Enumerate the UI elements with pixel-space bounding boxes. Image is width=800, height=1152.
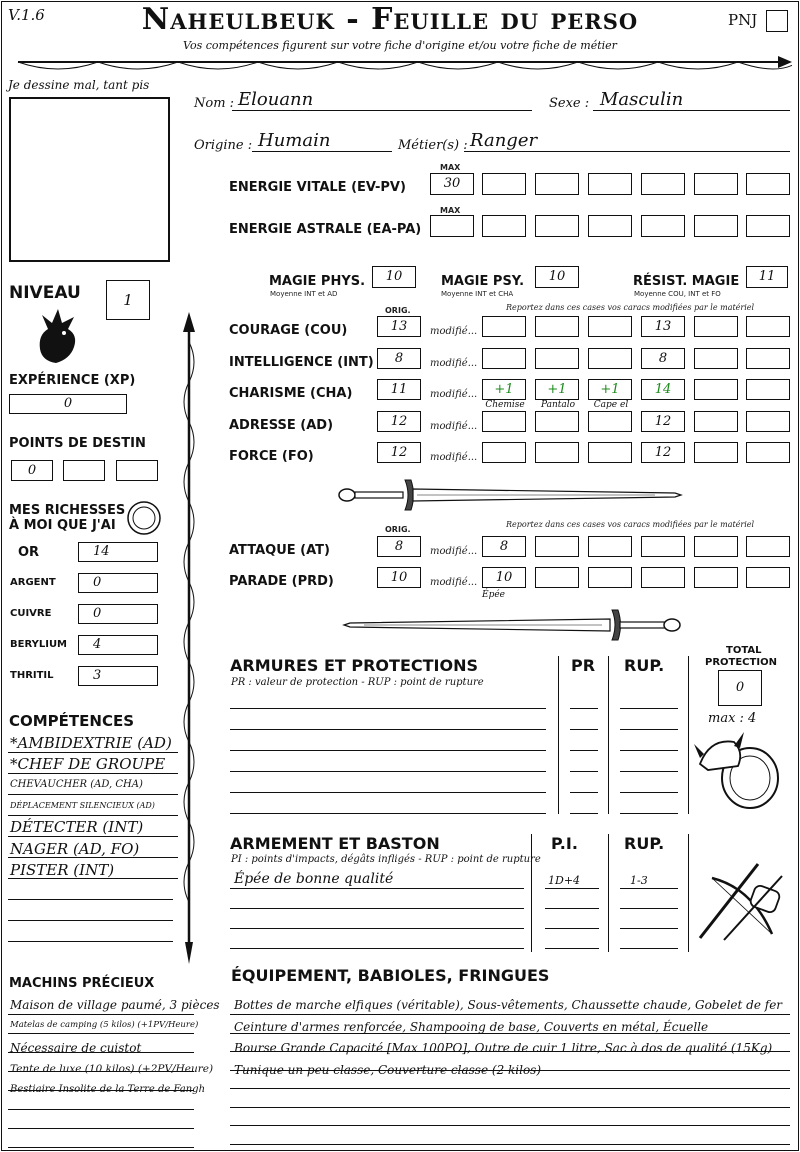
competences-label: COMPÉTENCES: [9, 712, 135, 730]
competence-line: [8, 941, 173, 942]
carac-mod-box[interactable]: [746, 348, 790, 369]
modifie-label: modifié...: [430, 389, 478, 400]
richesse-label: OR: [18, 545, 40, 560]
helmet-shield-icon: [694, 728, 784, 812]
destin-label: POINTS DE DESTIN: [9, 436, 146, 451]
sword-divider-icon-2: [340, 608, 685, 642]
modifie-label: modifié...: [430, 357, 478, 369]
armure-pr-line[interactable]: [570, 750, 598, 751]
combat-mod-box[interactable]: [588, 567, 632, 588]
magie-psy-sub: Moyenne INT et CHA: [441, 290, 514, 298]
combat-report-note: Reportez dans ces cases vos caracs modifiées par le matériel: [506, 520, 755, 529]
niveau-label: NIVEAU: [9, 283, 81, 303]
arme-rup-line[interactable]: [620, 888, 678, 889]
arme-name-line[interactable]: [230, 908, 524, 909]
portrait-label: Je dessine mal, tant pis: [8, 78, 150, 92]
arme-pi-line[interactable]: [545, 948, 599, 949]
combat-label: ATTAQUE (AT): [229, 543, 330, 558]
ea-track-box[interactable]: [588, 215, 632, 237]
carac-mod-box[interactable]: [588, 348, 632, 369]
equipement-line: [230, 1144, 790, 1145]
metier-label: Métier(s) :: [398, 138, 468, 153]
combat-mod-box[interactable]: [746, 536, 790, 557]
armement-rup-header: RUP.: [624, 834, 665, 853]
carac-mod-box[interactable]: 12: [641, 411, 685, 432]
carac-orig-value[interactable]: 12: [377, 411, 421, 432]
carac-mod-box[interactable]: [588, 442, 632, 463]
ea-track-box[interactable]: [746, 215, 790, 237]
armures-pr-header: PR: [571, 656, 596, 675]
header-spear-ornament: [8, 52, 792, 78]
carac-mod-box[interactable]: [746, 442, 790, 463]
arme-rup-line[interactable]: [620, 908, 678, 909]
origine-value[interactable]: Humain: [258, 130, 331, 151]
ea-track-box[interactable]: [694, 215, 738, 237]
machin-item[interactable]: Nécessaire de cuistot: [10, 1041, 142, 1055]
sexe-underline: [593, 110, 790, 111]
competence-line: [8, 752, 178, 753]
carac-mod-box[interactable]: [694, 348, 738, 369]
arme-name-line[interactable]: [230, 948, 524, 949]
richesses-label-2: À MOI QUE J'AI: [9, 518, 116, 533]
equipement-item[interactable]: Bourse Grande Capacité [Max 100PO], Outre de cuir 1 litre, Sac à dos de qualité (15Kg): [234, 1041, 773, 1055]
arme-name[interactable]: Épée de bonne qualité: [234, 871, 394, 887]
sexe-value[interactable]: Masculin: [600, 89, 684, 110]
caracs-orig-label: ORIG.: [385, 306, 411, 315]
magie-psy-value[interactable]: 10: [535, 266, 579, 288]
carac-mod-box[interactable]: [588, 316, 632, 337]
carac-mod-box[interactable]: +1: [535, 379, 579, 400]
total-protection-label-2: PROTECTION: [705, 657, 777, 668]
competence-item[interactable]: *CHEF DE GROUPE: [10, 755, 166, 773]
richesse-value[interactable]: 14: [78, 542, 158, 562]
destin-box-2[interactable]: [63, 460, 105, 481]
competence-item[interactable]: DÉPLACEMENT SILENCIEUX (AD): [10, 801, 155, 810]
ev-track-box[interactable]: [482, 173, 526, 195]
machin-item[interactable]: Bestiaire Insolite de la Terre de Fangh: [10, 1084, 206, 1095]
sheet-subtitle: Vos compétences figurent sur votre fiche d'origine et/ou votre fiche de métier: [183, 39, 617, 52]
equipement-item[interactable]: Tunique un peu classe, Couverture classe (2 kilos): [234, 1062, 542, 1077]
competence-item[interactable]: DÉTECTER (INT): [10, 818, 144, 836]
carac-label: INTELLIGENCE (INT): [229, 354, 374, 370]
equipement-line: [230, 1088, 790, 1089]
equipement-line: [230, 1125, 790, 1126]
armement-col-divider-3: [688, 834, 689, 952]
ev-track-box[interactable]: [535, 173, 579, 195]
magie-phys-sub: Moyenne INT et AD: [270, 290, 338, 298]
combat-orig-value[interactable]: 8: [377, 536, 421, 557]
competence-line: [8, 815, 178, 816]
carac-mod-box[interactable]: [482, 316, 526, 337]
armure-pr-line[interactable]: [570, 708, 598, 709]
carac-label: FORCE (FO): [229, 449, 314, 464]
arme-name-line[interactable]: [230, 928, 524, 929]
arme-rup-line[interactable]: [620, 928, 678, 929]
machin-line: [8, 1090, 194, 1091]
coin-icon: [126, 500, 162, 536]
competence-line: [8, 836, 178, 837]
combat-label: PARADE (PRD): [229, 574, 334, 589]
carac-mod-box[interactable]: [535, 316, 579, 337]
competence-line: [8, 899, 173, 900]
arme-rup-line[interactable]: [620, 948, 678, 949]
machin-line: [8, 1014, 194, 1015]
carac-mod-box[interactable]: [535, 411, 579, 432]
carac-mod-box[interactable]: +1: [588, 379, 632, 400]
richesse-label: ARGENT: [10, 577, 56, 588]
carac-mod-box[interactable]: 12: [641, 442, 685, 463]
modifie-label: modifié...: [430, 546, 478, 557]
armement-pi-header: P.I.: [551, 834, 578, 853]
equipement-item[interactable]: Bottes de marche elfiques (véritable), Sous-vêtements, Chaussette chaude, Gobelet de fer: [234, 998, 783, 1012]
sexe-label: Sexe :: [549, 96, 590, 111]
armures-rup-header: RUP.: [624, 656, 665, 675]
carac-mod-box[interactable]: [535, 442, 579, 463]
modifie-label: modifié...: [430, 420, 478, 432]
armure-name-line[interactable]: [230, 813, 546, 814]
equipement-label: ÉQUIPEMENT, BABIOLES, FRINGUES: [231, 966, 550, 985]
equipement-line: [230, 1033, 790, 1034]
arme-pi-line[interactable]: [545, 908, 599, 909]
armures-col-divider-2: [608, 656, 609, 814]
arme-pi-line[interactable]: [545, 888, 599, 889]
sheet-title: Naheulbeuk - Feuille du perso: [141, 2, 639, 37]
ev-track-box[interactable]: [588, 173, 632, 195]
machin-line: [8, 1147, 194, 1148]
carac-orig-value[interactable]: 11: [377, 379, 421, 400]
arme-pi[interactable]: 1D+4: [548, 874, 581, 887]
armure-name-line[interactable]: [230, 771, 546, 772]
armure-rup-line[interactable]: [620, 708, 678, 709]
carac-orig-value[interactable]: 8: [377, 348, 421, 369]
carac-orig-value[interactable]: 12: [377, 442, 421, 463]
armure-pr-line[interactable]: [570, 729, 598, 730]
carac-mod-note: Chemise: [485, 400, 525, 410]
carac-label: COURAGE (COU): [229, 323, 348, 338]
carac-label: CHARISME (CHA): [229, 386, 353, 401]
carac-mod-box[interactable]: [694, 379, 738, 400]
carac-mod-note: Cape el: [593, 400, 629, 410]
combat-mod-box[interactable]: [746, 567, 790, 588]
richesse-label: THRITIL: [10, 670, 54, 681]
armure-rup-line[interactable]: [620, 750, 678, 751]
combat-mod-box[interactable]: [535, 536, 579, 557]
protection-max: max : 4: [708, 711, 757, 726]
carac-mod-box[interactable]: [482, 348, 526, 369]
ea-max-value[interactable]: [430, 215, 474, 237]
carac-mod-box[interactable]: [694, 442, 738, 463]
equipement-line: [230, 1051, 790, 1052]
carac-orig-value[interactable]: 13: [377, 316, 421, 337]
nom-value[interactable]: Elouann: [238, 89, 314, 110]
machin-line: [8, 1109, 194, 1110]
competence-item[interactable]: CHEVAUCHER (AD, CHA): [10, 779, 143, 790]
combat-mod-box[interactable]: 10: [482, 567, 526, 588]
metier-value[interactable]: Ranger: [470, 130, 538, 151]
origine-label: Origine :: [194, 138, 253, 153]
richesse-label: BERYLIUM: [10, 639, 68, 650]
portrait-box[interactable]: [9, 97, 170, 262]
combat-mod-box[interactable]: [694, 567, 738, 588]
ea-track-box[interactable]: [535, 215, 579, 237]
combat-mod-box[interactable]: [694, 536, 738, 557]
combat-orig-label: ORIG.: [385, 525, 411, 534]
armures-label: ARMURES ET PROTECTIONS: [230, 656, 478, 675]
armures-sub: PR : valeur de protection - RUP : point de rupture: [231, 677, 484, 688]
machin-line: [8, 1052, 194, 1053]
armure-rup-line[interactable]: [620, 813, 678, 814]
machin-item[interactable]: Tente de luxe (10 kilos) (+2PV/Heure): [10, 1062, 214, 1075]
staff-ornament: [176, 312, 202, 964]
armement-col-divider-1: [531, 834, 532, 952]
armement-label: ARMEMENT ET BASTON: [230, 834, 440, 853]
carac-mod-box[interactable]: [746, 379, 790, 400]
destin-box-3[interactable]: [116, 460, 158, 481]
competence-line: [8, 794, 178, 795]
ea-label: ENERGIE ASTRALE (EA-PA): [229, 222, 422, 237]
competence-item[interactable]: PISTER (INT): [10, 861, 115, 879]
total-protection-value[interactable]: 0: [718, 670, 762, 706]
machin-line: [8, 1033, 194, 1034]
armure-rup-line[interactable]: [620, 792, 678, 793]
combat-mod-box[interactable]: [641, 567, 685, 588]
resist-magie-sub: Moyenne COU, INT et FO: [634, 290, 721, 298]
armure-name-line[interactable]: [230, 708, 546, 709]
armure-name-line[interactable]: [230, 729, 546, 730]
ev-max-label: MAX: [440, 163, 461, 172]
machin-line: [8, 1071, 194, 1072]
carac-mod-box[interactable]: +1: [482, 379, 526, 400]
equipement-line: [230, 1070, 790, 1071]
ea-max-label: MAX: [440, 206, 461, 215]
arme-name-line[interactable]: [230, 888, 524, 889]
machin-item[interactable]: Maison de village paumé, 3 pièces: [10, 998, 220, 1012]
machin-item[interactable]: Matelas de camping (5 kilos) (+1PV/Heure): [10, 1019, 199, 1030]
ea-track-box[interactable]: [641, 215, 685, 237]
carac-mod-box[interactable]: [482, 442, 526, 463]
richesse-value[interactable]: 0: [78, 604, 158, 624]
resist-magie-label: RÉSIST. MAGIE: [633, 274, 740, 289]
niveau-value[interactable]: 1: [106, 280, 150, 320]
metier-underline: [464, 151, 790, 152]
nom-label: Nom :: [194, 96, 235, 111]
armures-col-divider-3: [688, 656, 689, 814]
nom-underline: [232, 110, 532, 111]
pnj-checkbox[interactable]: [766, 10, 788, 32]
combat-mod-box[interactable]: [535, 567, 579, 588]
competence-item[interactable]: *AMBIDEXTRIE (AD): [10, 734, 172, 752]
armure-name-line[interactable]: [230, 792, 546, 793]
magie-psy-label: MAGIE PSY.: [441, 274, 525, 289]
machins-label: MACHINS PRÉCIEUX: [9, 976, 155, 991]
modifie-label: modifié...: [430, 326, 478, 337]
combat-mod-box[interactable]: 8: [482, 536, 526, 557]
armure-rup-line[interactable]: [620, 729, 678, 730]
armure-pr-line[interactable]: [570, 792, 598, 793]
armement-col-divider-2: [608, 834, 609, 952]
sword-divider-icon: [335, 478, 685, 512]
carac-mod-box[interactable]: [694, 411, 738, 432]
richesse-value[interactable]: 3: [78, 666, 158, 686]
richesse-value[interactable]: 4: [78, 635, 158, 655]
combat-orig-value[interactable]: 10: [377, 567, 421, 588]
total-protection-label-1: TOTAL: [726, 645, 762, 656]
caracs-report-note: Reportez dans ces cases vos caracs modifiées par le matériel: [506, 303, 755, 312]
carac-mod-box[interactable]: 8: [641, 348, 685, 369]
magie-phys-label: MAGIE PHYS.: [269, 274, 366, 289]
ea-track-box[interactable]: [482, 215, 526, 237]
carac-mod-box[interactable]: 14: [641, 379, 685, 400]
ev-track-box[interactable]: [641, 173, 685, 195]
equipement-line: [230, 1014, 790, 1015]
richesses-label-1: MES RICHESSES: [9, 503, 126, 518]
destin-box-1[interactable]: 0: [11, 460, 53, 481]
combat-mod-box[interactable]: [641, 536, 685, 557]
equipement-item[interactable]: Ceinture d'armes renforcée, Shampooing de base, Couverts en métal, Écuelle: [234, 1019, 709, 1034]
xp-label: EXPÉRIENCE (XP): [9, 373, 136, 388]
ev-track-box[interactable]: [746, 173, 790, 195]
arme-rup[interactable]: 1-3: [630, 874, 648, 887]
carac-mod-box[interactable]: [482, 411, 526, 432]
combat-mod-box[interactable]: [588, 536, 632, 557]
magie-phys-value[interactable]: 10: [372, 266, 416, 288]
richesse-label: CUIVRE: [10, 608, 52, 619]
weapons-icon: [694, 858, 790, 944]
richesse-value[interactable]: 0: [78, 573, 158, 593]
armure-pr-line[interactable]: [570, 813, 598, 814]
competence-item[interactable]: NAGER (AD, FO): [10, 840, 140, 858]
origine-underline: [252, 151, 392, 152]
modifie-label: modifié...: [430, 577, 478, 588]
pnj-label: PNJ: [728, 11, 758, 29]
carac-mod-box[interactable]: 13: [641, 316, 685, 337]
carac-mod-box[interactable]: [694, 316, 738, 337]
competence-line: [8, 878, 178, 879]
equipement-line: [230, 1107, 790, 1108]
ev-label: ENERGIE VITALE (EV-PV): [229, 180, 406, 195]
carac-mod-box[interactable]: [588, 411, 632, 432]
competence-line: [8, 920, 173, 921]
carac-mod-box[interactable]: [746, 411, 790, 432]
armement-sub: PI : points d'impacts, dégâts infligés - RUP : point de rupture: [231, 854, 541, 865]
competence-line: [8, 773, 178, 774]
ev-max-value[interactable]: 30: [430, 173, 474, 195]
carac-mod-box[interactable]: [746, 316, 790, 337]
carac-label: ADRESSE (AD): [229, 417, 334, 433]
carac-mod-box[interactable]: [535, 348, 579, 369]
armures-col-divider-1: [558, 656, 559, 814]
competence-line: [8, 857, 178, 858]
dragon-icon: [34, 305, 84, 365]
resist-magie-value[interactable]: 11: [746, 266, 788, 288]
armure-pr-line[interactable]: [570, 771, 598, 772]
modifie-label: modifié...: [430, 452, 478, 463]
armure-name-line[interactable]: [230, 750, 546, 751]
xp-value[interactable]: 0: [9, 394, 127, 414]
machin-line: [8, 1128, 194, 1129]
armure-rup-line[interactable]: [620, 771, 678, 772]
weapon-note: Épée: [482, 590, 505, 600]
arme-pi-line[interactable]: [545, 928, 599, 929]
ev-track-box[interactable]: [694, 173, 738, 195]
version-label: V.1.6: [8, 6, 45, 24]
carac-mod-note: Pantalo: [540, 400, 576, 410]
